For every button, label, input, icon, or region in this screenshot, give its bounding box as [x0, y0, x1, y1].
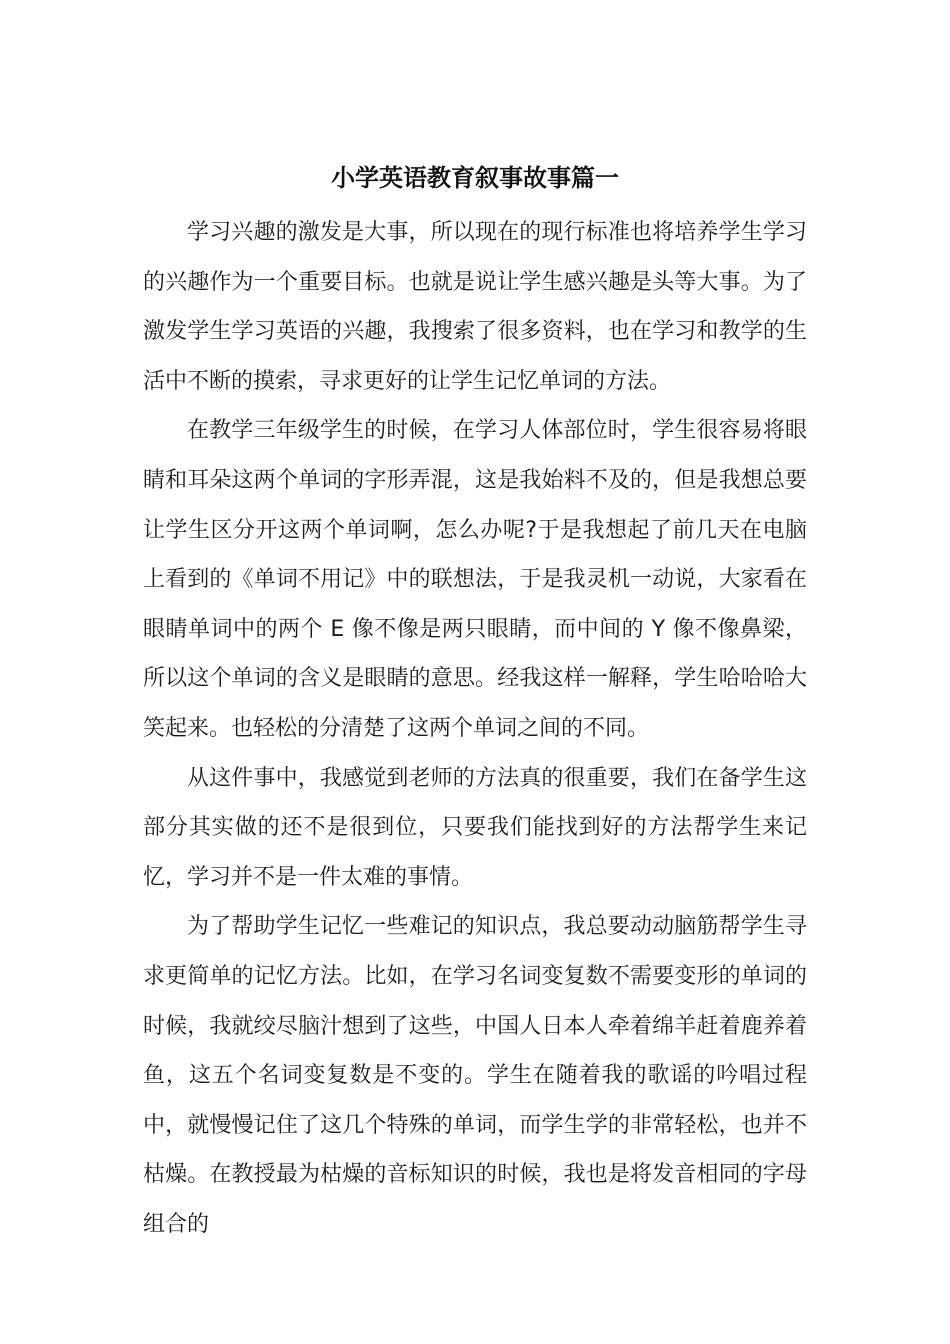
paragraph-3: 从这件事中，我感觉到老师的方法真的很重要，我们在备学生这部分其实做的还不是很到位，只要我们能找到好的方法帮学生来记忆，学习并不是一件太难的事情。 [143, 765, 807, 890]
paragraph-2: 在教学三年级学生的时候，在学习人体部位时，学生很容易将眼睛和耳朵这两个单词的字形弄混，这是我始料不及的，但是我想总要让学生区分开这两个单词啊，怎么办呢?于是我想起了前几天在电脑上看到的《单词不用记》中的联想法，于是我灵机一动说，大家看在眼睛单词中的两个 E 像不像是两只眼睛，而中间的 Y 像不像鼻梁，所以这个单词的含义是眼睛的意思。经我这样一解释，学生哈哈哈大笑起来。也轻松的分清楚了这两个单词之间的不同。 [143, 418, 807, 741]
paragraph-1: 学习兴趣的激发是大事，所以现在的现行标准也将培养学生学习的兴趣作为一个重要目标。也就是说让学生感兴趣是头等大事。为了激发学生学习英语的兴趣，我搜索了很多资料，也在学习和教学的生活中不断的摸索，寻求更好的让学生记忆单词的方法。 [143, 220, 807, 394]
paragraph-4: 为了帮助学生记忆一些难记的知识点，我总要动动脑筋帮学生寻求更简单的记忆方法。比如，在学习名词变复数不需要变形的单词的时候，我就绞尽脑汁想到了这些，中国人日本人牵着绵羊赶着鹿养着鱼，这五个名词变复数是不变的。学生在随着我的歌谣的吟唱过程中，就慢慢记住了这几个特殊的单词，而学生学的非常轻松，也并不枯燥。在教授最为枯燥的音标知识的时候，我也是将发音相同的字母组合的 [143, 914, 807, 1237]
document-title: 小学英语教育叙事故事篇一 [331, 164, 619, 192]
document-body [143, 208, 807, 1249]
